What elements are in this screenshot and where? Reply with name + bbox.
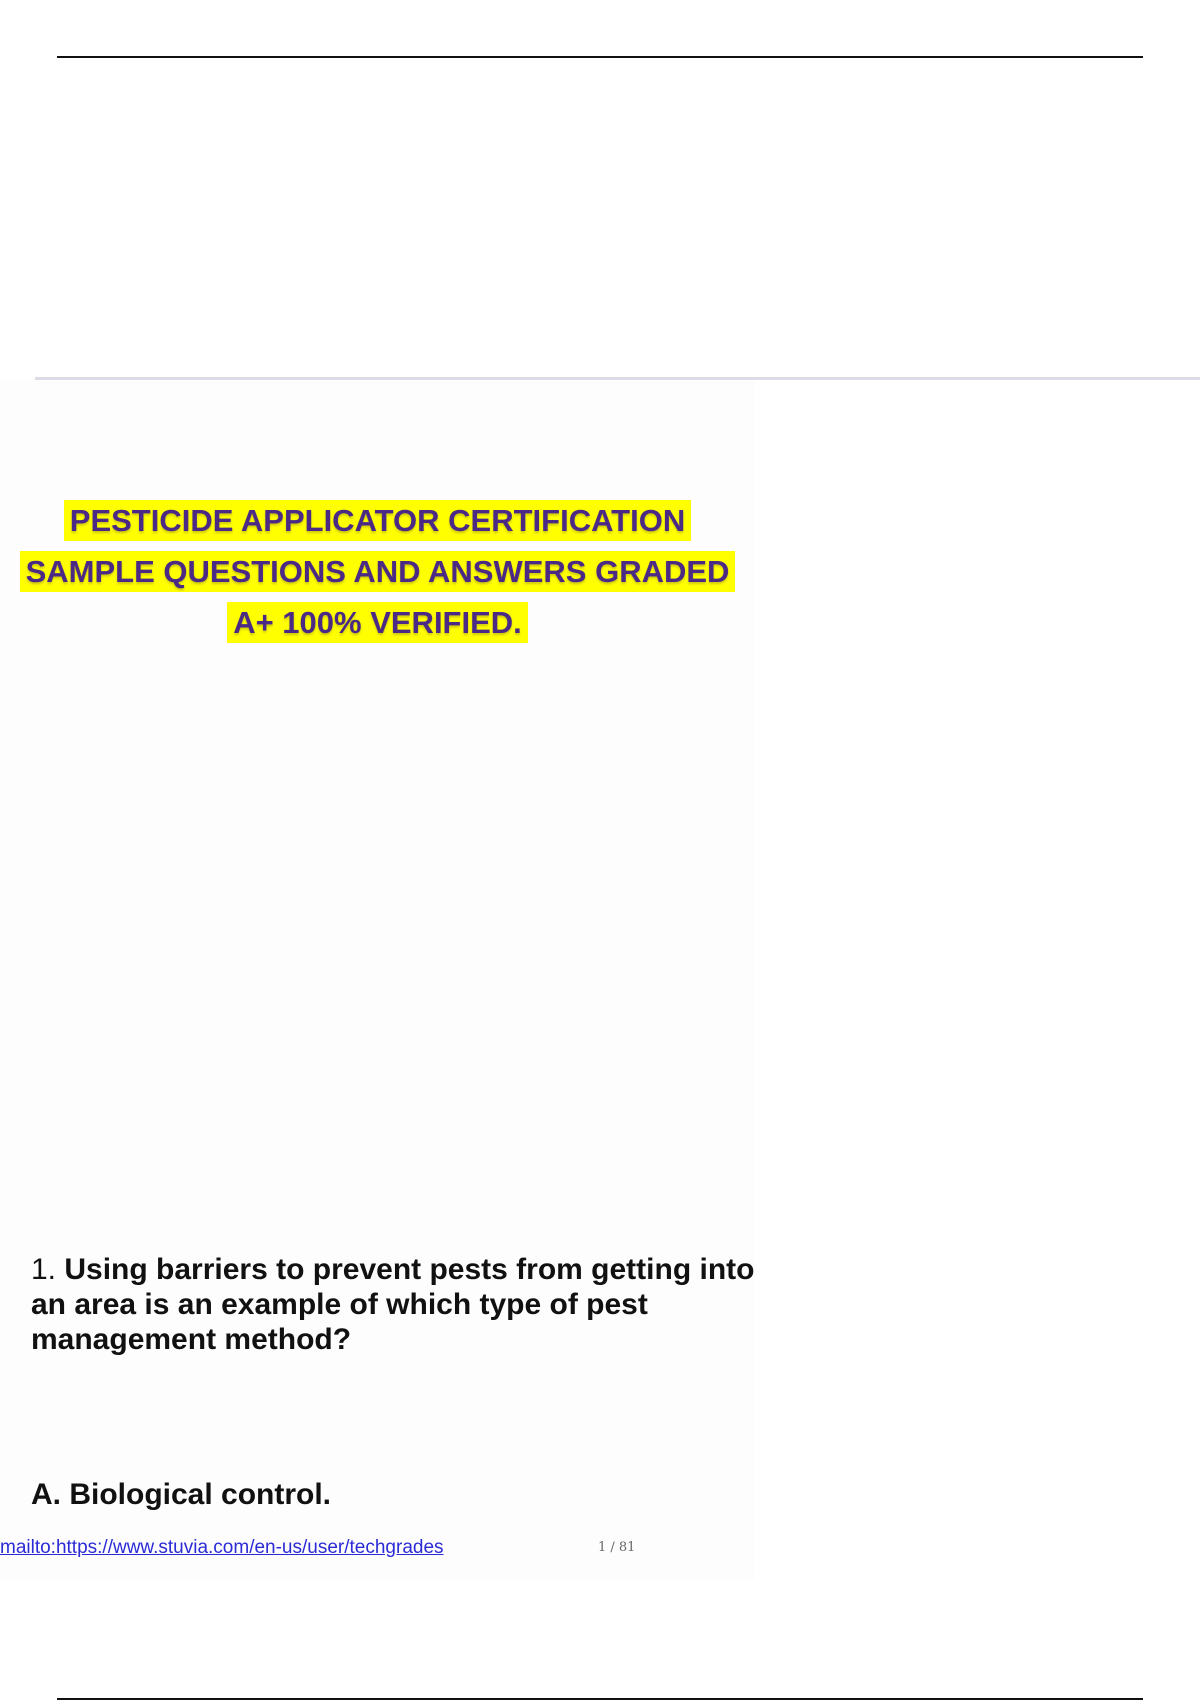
title-line-3 — [0, 597, 755, 648]
footer-mailto-link[interactable]: mailto:https://www.stuvia.com/en-us/user/techgrades — [0, 1537, 444, 1558]
page-counter: 1 / 81 — [598, 1540, 636, 1555]
question-number: 1. — [31, 1253, 57, 1286]
question-text: Using barriers to prevent pests from getting into an area is an example of which type of pest management method? — [31, 1253, 755, 1356]
title-line-1-text: PESTICIDE APPLICATOR CERTIFICATION — [64, 500, 691, 541]
title-line-3-text: A+ 100% VERIFIED. — [227, 602, 528, 643]
document-title — [0, 495, 755, 648]
title-line-2-text: SAMPLE QUESTIONS AND ANSWERS GRADED — [20, 551, 736, 592]
answer-option-a: A. Biological control. — [31, 1478, 332, 1511]
top-rule — [57, 56, 1143, 58]
title-line-1 — [0, 495, 755, 546]
question-1 — [31, 1252, 771, 1357]
title-line-2 — [0, 546, 755, 597]
